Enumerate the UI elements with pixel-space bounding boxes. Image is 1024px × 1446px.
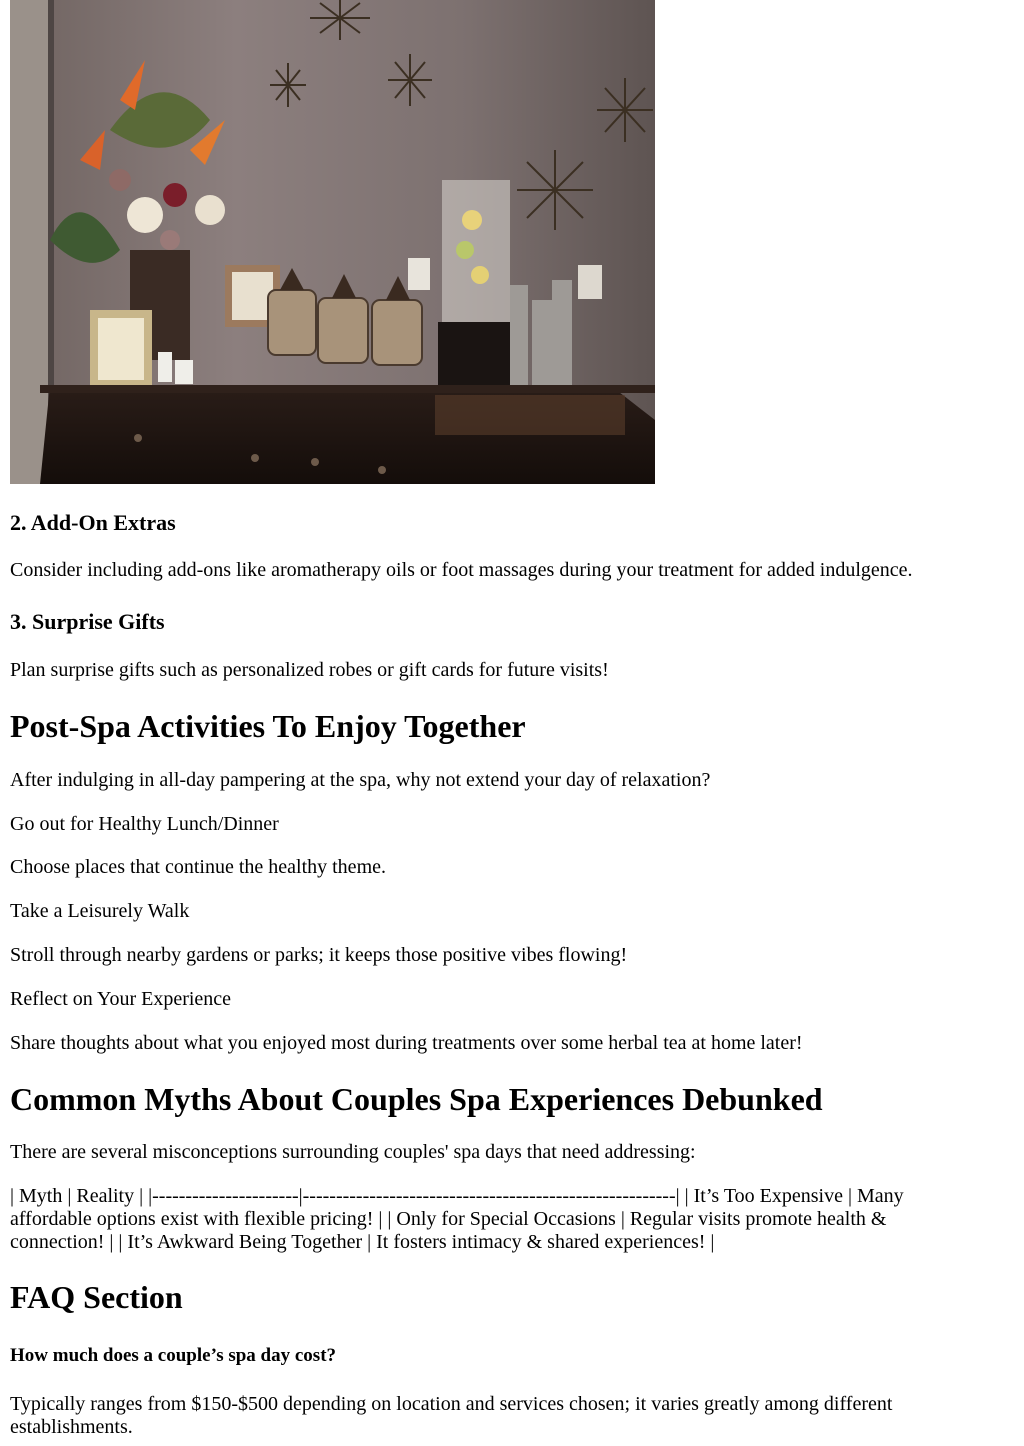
post-spa-intro: After indulging in all-day pampering at the spa, why not extend your day of relaxation? — [10, 769, 711, 791]
gifts-text: Plan surprise gifts such as personalized robes or gift cards for future visits! — [10, 659, 609, 681]
gifts-heading: 3. Surprise Gifts — [10, 609, 165, 634]
myths-heading: Common Myths About Couples Spa Experiences Debunked — [10, 1081, 823, 1117]
myths-table-line-1: | Myth | Reality | |----------------------|--------------------------------------------------------| | It’s Too Expensive | Many — [10, 1185, 904, 1207]
activity-3-title: Reflect on Your Experience — [10, 988, 232, 1010]
myths-table-line-3: connection! | | It’s Awkward Being Together | It fosters intimacy & shared experiences! | — [10, 1231, 715, 1253]
activity-2-title: Take a Leisurely Walk — [10, 900, 190, 922]
activity-1-title: Go out for Healthy Lunch/Dinner — [10, 813, 279, 835]
faq-answer-1-line-2: establishments. — [10, 1416, 133, 1438]
myths-intro: There are several misconceptions surrounding couples' spa days that need addressing: — [10, 1141, 696, 1163]
activity-2-text: Stroll through nearby gardens or parks; it keeps those positive vibes flowing! — [10, 944, 628, 966]
addons-text: Consider including add-ons like aromatherapy oils or foot massages during your treatment for added indulgence. — [10, 559, 913, 581]
faq-heading: FAQ Section — [10, 1279, 183, 1315]
faq-answer-1-line-1: Typically ranges from $150-$500 depending on location and services chosen; it varies greatly among different — [10, 1393, 893, 1415]
faq-question-1: How much does a couple’s spa day cost? — [10, 1345, 337, 1366]
spa-refreshment-photo — [10, 0, 655, 484]
activity-3-text: Share thoughts about what you enjoyed most during treatments over some herbal tea at home later! — [10, 1032, 803, 1054]
activity-1-text: Choose places that continue the healthy theme. — [10, 856, 386, 878]
addons-heading: 2. Add-On Extras — [10, 510, 176, 535]
myths-table-line-2: affordable options exist with flexible pricing! | | Only for Special Occasions | Regular visits promote health & — [10, 1208, 887, 1230]
post-spa-heading: Post-Spa Activities To Enjoy Together — [10, 708, 526, 744]
